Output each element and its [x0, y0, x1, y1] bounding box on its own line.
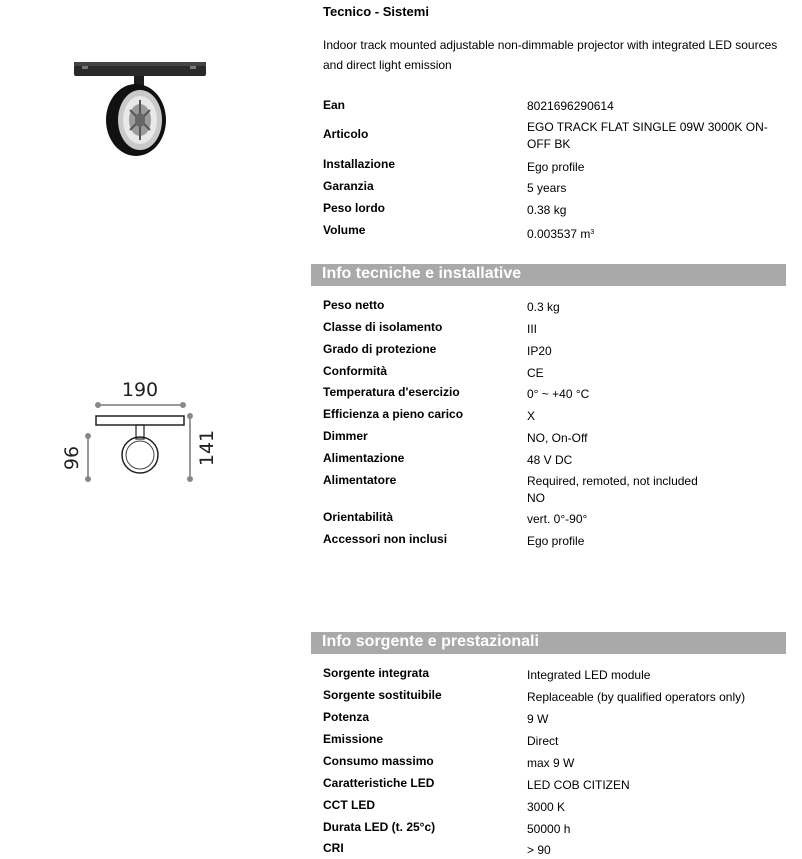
spec-value: EGO TRACK FLAT SINGLE 09W 3000K ON-OFF BK — [527, 120, 768, 151]
spec-value: 8021696290614 — [527, 99, 614, 113]
spec-value: max 9 W — [527, 756, 575, 770]
spec-value: 48 V DC — [527, 453, 573, 467]
section-header-source: Info sorgente e prestazionali — [311, 632, 786, 654]
spec-value: 0.38 kg — [527, 203, 567, 217]
spec-key: Conformità — [323, 364, 387, 378]
width-dimension: 190 — [121, 379, 159, 401]
spec-key: Temperatura d'esercizio — [323, 385, 460, 399]
spec-value: Required, remoted, not included — [527, 474, 698, 488]
page-title: Tecnico - Sistemi — [323, 4, 429, 19]
spec-value: 5 years — [527, 181, 567, 195]
spec-key: Durata LED (t. 25°c) — [323, 820, 436, 834]
spec-value: 9 W — [527, 712, 549, 726]
source-specs — [323, 0, 802, 856]
spec-key: Consumo massimo — [323, 754, 434, 768]
spec-key: Alimentazione — [323, 451, 405, 465]
product-description: Indoor track mounted adjustable non-dimmable projector with integrated LED sources and direct light emission — [323, 38, 778, 72]
spec-key: Classe di isolamento — [323, 320, 443, 334]
spec-key: CRI — [323, 841, 344, 855]
spec-value: Ego profile — [527, 160, 585, 174]
spec-key: Caratteristiche LED — [323, 776, 435, 790]
spec-value: X — [527, 409, 536, 423]
spec-key: Orientabilità — [323, 510, 394, 524]
spec-value: Integrated LED module — [527, 668, 651, 682]
spec-key: Ean — [323, 98, 346, 112]
spec-key: Potenza — [323, 710, 370, 724]
dimension-drawing — [58, 372, 228, 494]
spec-value: > 90 — [527, 843, 551, 857]
volume-unit-exponent: 3 — [590, 229, 595, 236]
height-left-dimension: 96 — [61, 445, 83, 471]
spec-value: IP20 — [527, 344, 552, 358]
image-column — [0, 0, 300, 856]
spec-key: Accessori non inclusi — [323, 532, 448, 546]
spec-value-secondary: NO — [527, 491, 545, 505]
spec-value: CE — [527, 366, 544, 380]
spec-key: Grado di protezione — [323, 342, 437, 356]
spec-value: 3000 K — [527, 800, 566, 814]
spec-key: CCT LED — [323, 798, 375, 812]
spec-key: Sorgente integrata — [323, 666, 430, 680]
spec-key: Alimentatore — [323, 473, 397, 487]
spec-value: III — [527, 322, 538, 336]
spec-key: Sorgente sostituibile — [323, 688, 442, 702]
spec-key: Emissione — [323, 732, 384, 746]
volume-value: 0.003537 m — [527, 227, 591, 241]
spec-key: Garanzia — [323, 179, 374, 193]
spec-key: Efficienza a pieno carico — [323, 407, 464, 421]
spec-value: NO, On-Off — [527, 431, 588, 445]
spec-value: 50000 h — [527, 822, 571, 836]
height-right-dimension: 141 — [196, 429, 218, 467]
spec-key: Peso netto — [323, 298, 385, 312]
spec-key: Volume — [323, 223, 366, 237]
spec-key: Dimmer — [323, 429, 368, 443]
spec-value: vert. 0°-90° — [527, 512, 588, 526]
spec-value: Direct — [527, 734, 559, 748]
spec-value: 0.3 kg — [527, 300, 560, 314]
spec-value: 0° ~ +40 °C — [527, 387, 590, 401]
spec-value: LED COB CITIZEN — [527, 778, 630, 792]
spec-key: Articolo — [323, 127, 369, 141]
spec-value: Replaceable (by qualified operators only) — [527, 690, 746, 704]
spec-key: Peso lordo — [323, 201, 386, 215]
spec-key: Installazione — [323, 157, 396, 171]
product-image — [70, 55, 210, 165]
spec-value: Ego profile — [527, 534, 585, 548]
section-header-tech: Info tecniche e installative — [311, 264, 786, 286]
